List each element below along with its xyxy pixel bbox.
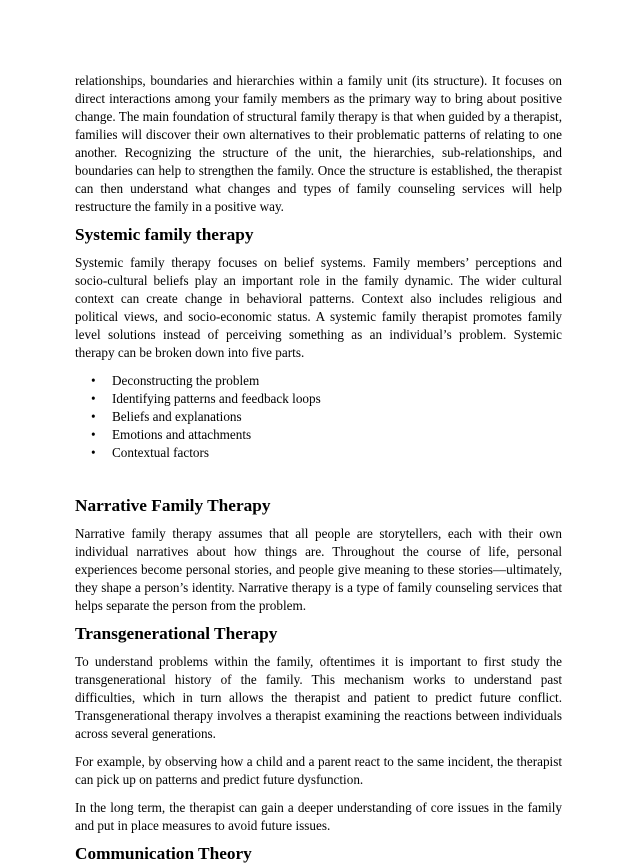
list-item-text: Identifying patterns and feedback loops bbox=[112, 391, 321, 406]
narrative-heading: Narrative Family Therapy bbox=[75, 496, 271, 515]
bullet-icon: • bbox=[91, 409, 96, 424]
transgenerational-paragraph-1: To understand problems within the family, oftentimes it is important to first study the transgenerational history of the family. This mechanism works to understand past difficulties, which in turn allows the therapist and patient to predict future conflict. Transgenerational therapy involves a therapist examining the reactions between individuals across several generations. bbox=[75, 654, 562, 741]
list-item bbox=[75, 372, 562, 390]
list-item-text: Contextual factors bbox=[112, 445, 210, 460]
list-item-text: Deconstructing the problem bbox=[112, 373, 260, 388]
list-item bbox=[75, 426, 562, 444]
systemic-paragraph: Systemic family therapy focuses on belief systems. Family members’ perceptions and socio-cultural beliefs play an important role in the family dynamic. The wider cultural context can create change in behavioral patterns. Context also includes religious and political views, and socio-economic status. A systemic family therapist promotes family level solutions instead of perceiving something as an individual’s problem. Systemic therapy can be broken down into five parts. bbox=[75, 255, 562, 360]
bullet-icon: • bbox=[91, 373, 96, 388]
bullet-icon: • bbox=[91, 391, 96, 406]
transgenerational-heading: Transgenerational Therapy bbox=[75, 624, 278, 643]
communication-heading: Communication Theory bbox=[75, 844, 252, 863]
systemic-heading: Systemic family therapy bbox=[75, 225, 254, 244]
list-item bbox=[75, 390, 562, 408]
intro-paragraph: relationships, boundaries and hierarchies within a family unit (its structure). It focuses on direct interactions among your family members as the primary way to bring about positive change. The main foundation of structural family therapy is that when guided by a therapist, families will discover their own alternatives to their problematic patterns of relating to one another. Recognizing the structure of the unit, the hierarchies, sub-relationships, and boundaries can help to strengthen the family. Once the structure is established, the therapist can then understand what changes and types of family counseling services will help restructure the family in a positive way. bbox=[75, 73, 562, 214]
list-item bbox=[75, 444, 562, 462]
bullet-icon: • bbox=[91, 445, 96, 460]
transgenerational-paragraph-2: For example, by observing how a child and a parent react to the same incident, the therapist can pick up on patterns and predict future dysfunction. bbox=[75, 754, 562, 787]
systemic-parts-list bbox=[75, 372, 562, 462]
bullet-icon: • bbox=[91, 427, 96, 442]
narrative-paragraph: Narrative family therapy assumes that all people are storytellers, each with their own individual narratives about how things are. Throughout the course of life, personal experiences become personal stories, and people give meaning to these stories—ultimately, they shape a person’s identity. Narrative therapy is a type of family counseling services that helps separate the person from the problem. bbox=[75, 526, 562, 613]
list-item-text: Emotions and attachments bbox=[112, 427, 252, 442]
document-page bbox=[75, 72, 562, 865]
list-item bbox=[75, 408, 562, 426]
transgenerational-paragraph-3: In the long term, the therapist can gain a deeper understanding of core issues in the family and put in place measures to avoid future issues. bbox=[75, 800, 562, 833]
list-item-text: Beliefs and explanations bbox=[112, 409, 242, 424]
